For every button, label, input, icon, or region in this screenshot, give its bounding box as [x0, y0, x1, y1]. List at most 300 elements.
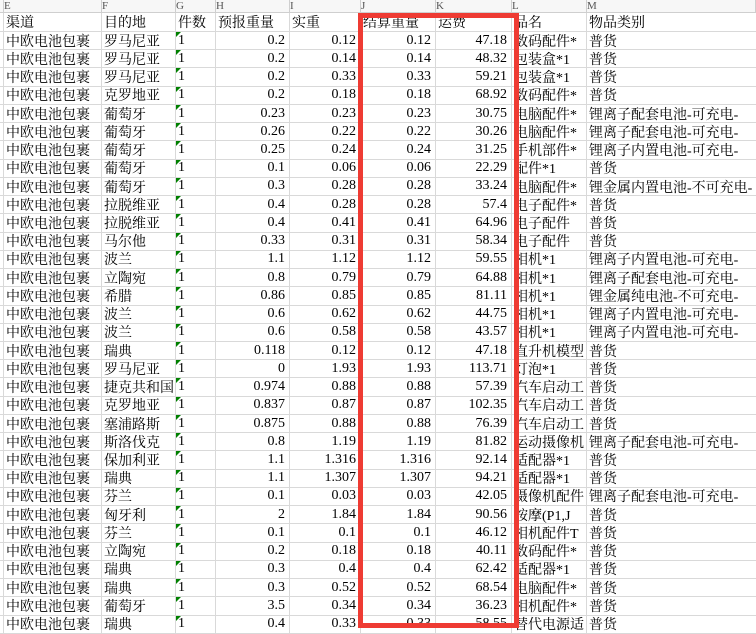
- cell-product-name[interactable]: 电脑配件*: [512, 178, 587, 195]
- cell-destination[interactable]: 罗马尼亚: [102, 32, 176, 49]
- cell-actual-weight[interactable]: 0.18: [290, 543, 361, 560]
- cell-channel[interactable]: 中欧电池包裹: [4, 378, 102, 395]
- cell-channel[interactable]: 中欧电池包裹: [4, 178, 102, 195]
- cell-pieces[interactable]: 1: [176, 68, 216, 85]
- cell-settlement-weight[interactable]: 0.34: [361, 597, 436, 614]
- cell-product-name[interactable]: 电脑配件*: [512, 105, 587, 122]
- cell-settlement-weight[interactable]: 0.88: [361, 415, 436, 432]
- cell-forecast-weight[interactable]: 0.6: [216, 324, 290, 341]
- cell-channel[interactable]: 中欧电池包裹: [4, 342, 102, 359]
- cell-pieces[interactable]: 1: [176, 488, 216, 505]
- cell-forecast-weight[interactable]: 2: [216, 506, 290, 523]
- cell-actual-weight[interactable]: 0.23: [290, 105, 361, 122]
- cell-forecast-weight[interactable]: 0.86: [216, 287, 290, 304]
- cell-freight[interactable]: 62.42: [436, 561, 512, 578]
- cell-forecast-weight[interactable]: 3.5: [216, 597, 290, 614]
- cell-freight[interactable]: 47.18: [436, 342, 512, 359]
- cell-settlement-weight[interactable]: 1.19: [361, 433, 436, 450]
- cell-channel[interactable]: 中欧电池包裹: [4, 196, 102, 213]
- cell-destination[interactable]: 罗马尼亚: [102, 68, 176, 85]
- cell-channel[interactable]: 中欧电池包裹: [4, 141, 102, 158]
- cell-product-name[interactable]: 数码配件*: [512, 87, 587, 104]
- cell-destination[interactable]: 波兰: [102, 306, 176, 323]
- cell-channel[interactable]: 中欧电池包裹: [4, 543, 102, 560]
- cell-destination[interactable]: 瑞典: [102, 470, 176, 487]
- cell-product-name[interactable]: 电子配件: [512, 233, 587, 250]
- cell-channel[interactable]: 中欧电池包裹: [4, 579, 102, 596]
- column-letter-g[interactable]: G: [176, 0, 216, 12]
- cell-channel[interactable]: 中欧电池包裹: [4, 561, 102, 578]
- cell-actual-weight[interactable]: 0.58: [290, 324, 361, 341]
- cell-channel[interactable]: 中欧电池包裹: [4, 470, 102, 487]
- cell-actual-weight[interactable]: 0.03: [290, 488, 361, 505]
- cell-channel[interactable]: 中欧电池包裹: [4, 451, 102, 468]
- cell-product-name[interactable]: 适配器*1: [512, 451, 587, 468]
- cell-pieces[interactable]: 1: [176, 50, 216, 67]
- cell-destination[interactable]: 罗马尼亚: [102, 360, 176, 377]
- cell-item-category[interactable]: 普货: [589, 526, 617, 542]
- cell-product-name[interactable]: 运动摄像机: [512, 433, 587, 450]
- cell-actual-weight[interactable]: 0.14: [290, 50, 361, 67]
- cell-item-category[interactable]: 普货: [589, 216, 617, 232]
- cell-pieces[interactable]: 1: [176, 214, 216, 231]
- cell-item-category[interactable]: 普货: [589, 417, 617, 433]
- cell-freight[interactable]: 57.4: [436, 196, 512, 213]
- cell-item-category[interactable]: 普货: [589, 599, 617, 615]
- cell-pieces[interactable]: 1: [176, 287, 216, 304]
- cell-actual-weight[interactable]: 0.12: [290, 342, 361, 359]
- cell-item-category[interactable]: 普货: [589, 381, 617, 396]
- cell-actual-weight[interactable]: 0.41: [290, 214, 361, 231]
- cell-channel[interactable]: 中欧电池包裹: [4, 488, 102, 505]
- header-channel[interactable]: 渠道: [4, 13, 102, 31]
- cell-settlement-weight[interactable]: 0.03: [361, 488, 436, 505]
- cell-product-name[interactable]: 相机*1: [512, 269, 587, 286]
- cell-item-category[interactable]: 普货: [589, 581, 617, 597]
- cell-channel[interactable]: 中欧电池包裹: [4, 306, 102, 323]
- cell-pieces[interactable]: 1: [176, 543, 216, 560]
- column-letter-f[interactable]: F: [102, 0, 176, 12]
- cell-channel[interactable]: 中欧电池包裹: [4, 597, 102, 614]
- cell-freight[interactable]: 113.71: [436, 360, 512, 377]
- cell-freight[interactable]: 81.11: [436, 287, 512, 304]
- cell-freight[interactable]: 58.55: [436, 616, 512, 633]
- cell-settlement-weight[interactable]: 0.12: [361, 32, 436, 49]
- cell-destination[interactable]: 葡萄牙: [102, 141, 176, 158]
- cell-settlement-weight[interactable]: 0.33: [361, 616, 436, 633]
- cell-forecast-weight[interactable]: 0.2: [216, 68, 290, 85]
- cell-channel[interactable]: 中欧电池包裹: [4, 214, 102, 231]
- cell-product-name[interactable]: 相机*1: [512, 287, 587, 304]
- cell-item-category[interactable]: 普货: [589, 344, 617, 360]
- header-actual-weight[interactable]: 实重: [290, 13, 361, 31]
- cell-settlement-weight[interactable]: 0.22: [361, 123, 436, 140]
- cell-destination[interactable]: 葡萄牙: [102, 160, 176, 177]
- cell-product-name[interactable]: 电子配件: [512, 214, 587, 231]
- cell-channel[interactable]: 中欧电池包裹: [4, 397, 102, 414]
- cell-pieces[interactable]: 1: [176, 123, 216, 140]
- cell-product-name[interactable]: 相机*1: [512, 251, 587, 268]
- cell-forecast-weight[interactable]: 0.4: [216, 196, 290, 213]
- cell-forecast-weight[interactable]: 0.2: [216, 543, 290, 560]
- cell-pieces[interactable]: 1: [176, 524, 216, 541]
- cell-forecast-weight[interactable]: 1.1: [216, 470, 290, 487]
- cell-channel[interactable]: 中欧电池包裹: [4, 415, 102, 432]
- column-letter-j[interactable]: J: [361, 0, 436, 12]
- cell-settlement-weight[interactable]: 0.52: [361, 579, 436, 596]
- cell-freight[interactable]: 47.18: [436, 32, 512, 49]
- cell-freight[interactable]: 90.56: [436, 506, 512, 523]
- cell-channel[interactable]: 中欧电池包裹: [4, 160, 102, 177]
- cell-actual-weight[interactable]: 1.19: [290, 433, 361, 450]
- cell-pieces[interactable]: 1: [176, 415, 216, 432]
- cell-item-category[interactable]: 普货: [589, 362, 617, 378]
- cell-destination[interactable]: 克罗地亚: [102, 87, 176, 104]
- cell-item-category[interactable]: 普货: [589, 162, 617, 177]
- cell-item-category[interactable]: 普货: [589, 508, 617, 524]
- cell-product-name[interactable]: 摄像机配件: [512, 488, 587, 505]
- cell-actual-weight[interactable]: 0.4: [290, 561, 361, 578]
- cell-forecast-weight[interactable]: 0.2: [216, 50, 290, 67]
- cell-actual-weight[interactable]: 1.84: [290, 506, 361, 523]
- column-letter-e[interactable]: E: [4, 0, 102, 12]
- cell-item-category[interactable]: 普货: [589, 545, 617, 560]
- cell-item-category[interactable]: 锂离子配套电池-可充电-: [589, 125, 739, 141]
- cell-settlement-weight[interactable]: 0.41: [361, 214, 436, 231]
- cell-product-name[interactable]: 相机配件T: [512, 524, 587, 541]
- cell-destination[interactable]: 瑞典: [102, 342, 176, 359]
- cell-freight[interactable]: 31.25: [436, 141, 512, 158]
- cell-channel[interactable]: 中欧电池包裹: [4, 360, 102, 377]
- cell-pieces[interactable]: 1: [176, 87, 216, 104]
- cell-actual-weight[interactable]: 0.28: [290, 196, 361, 213]
- cell-settlement-weight[interactable]: 0.4: [361, 561, 436, 578]
- cell-actual-weight[interactable]: 0.31: [290, 233, 361, 250]
- cell-freight[interactable]: 76.39: [436, 415, 512, 432]
- cell-forecast-weight[interactable]: 0.8: [216, 433, 290, 450]
- cell-item-category[interactable]: 普货: [589, 563, 617, 579]
- cell-product-name[interactable]: 适配器*1: [512, 561, 587, 578]
- cell-product-name[interactable]: 包装盒*1: [512, 50, 587, 67]
- cell-forecast-weight[interactable]: 1.1: [216, 251, 290, 268]
- cell-channel[interactable]: 中欧电池包裹: [4, 524, 102, 541]
- cell-pieces[interactable]: 1: [176, 324, 216, 341]
- cell-forecast-weight[interactable]: 0.33: [216, 233, 290, 250]
- cell-freight[interactable]: 64.96: [436, 214, 512, 231]
- cell-freight[interactable]: 102.35: [436, 397, 512, 414]
- cell-item-category[interactable]: 普货: [589, 472, 617, 487]
- cell-settlement-weight[interactable]: 0.23: [361, 105, 436, 122]
- cell-destination[interactable]: 捷克共和国: [102, 378, 176, 395]
- cell-forecast-weight[interactable]: 0.3: [216, 561, 290, 578]
- cell-forecast-weight[interactable]: 0.3: [216, 579, 290, 596]
- cell-product-name[interactable]: 电子配件*: [512, 196, 587, 213]
- cell-freight[interactable]: 40.11: [436, 543, 512, 560]
- cell-destination[interactable]: 波兰: [102, 324, 176, 341]
- cell-channel[interactable]: 中欧电池包裹: [4, 123, 102, 140]
- cell-pieces[interactable]: 1: [176, 433, 216, 450]
- cell-destination[interactable]: 斯洛伐克: [102, 433, 176, 450]
- cell-freight[interactable]: 59.21: [436, 68, 512, 85]
- cell-item-category[interactable]: 锂离子配套电池-可充电-: [589, 107, 739, 123]
- cell-settlement-weight[interactable]: 1.93: [361, 360, 436, 377]
- cell-actual-weight[interactable]: 0.87: [290, 397, 361, 414]
- cell-forecast-weight[interactable]: 1.1: [216, 451, 290, 468]
- cell-freight[interactable]: 44.75: [436, 306, 512, 323]
- cell-item-category[interactable]: 锂离子内置电池-可充电-: [589, 144, 739, 159]
- cell-forecast-weight[interactable]: 0.1: [216, 524, 290, 541]
- cell-destination[interactable]: 葡萄牙: [102, 105, 176, 122]
- cell-actual-weight[interactable]: 0.24: [290, 141, 361, 158]
- cell-freight[interactable]: 57.39: [436, 378, 512, 395]
- cell-forecast-weight[interactable]: 0.4: [216, 616, 290, 633]
- cell-actual-weight[interactable]: 0.88: [290, 415, 361, 432]
- cell-product-name[interactable]: 相机*1: [512, 306, 587, 323]
- cell-pieces[interactable]: 1: [176, 251, 216, 268]
- cell-channel[interactable]: 中欧电池包裹: [4, 32, 102, 49]
- cell-forecast-weight[interactable]: 0.1: [216, 160, 290, 177]
- cell-settlement-weight[interactable]: 1.12: [361, 251, 436, 268]
- cell-item-category[interactable]: 普货: [589, 89, 617, 104]
- cell-freight[interactable]: 30.26: [436, 123, 512, 140]
- cell-actual-weight[interactable]: 0.28: [290, 178, 361, 195]
- cell-destination[interactable]: 拉脱维亚: [102, 214, 176, 231]
- cell-freight[interactable]: 68.54: [436, 579, 512, 596]
- cell-actual-weight[interactable]: 0.79: [290, 269, 361, 286]
- cell-freight[interactable]: 30.75: [436, 105, 512, 122]
- cell-forecast-weight[interactable]: 0.974: [216, 378, 290, 395]
- cell-forecast-weight[interactable]: 0.26: [216, 123, 290, 140]
- cell-actual-weight[interactable]: 1.316: [290, 451, 361, 468]
- header-product-name[interactable]: 品名: [512, 13, 587, 31]
- cell-pieces[interactable]: 1: [176, 561, 216, 578]
- cell-settlement-weight[interactable]: 0.24: [361, 141, 436, 158]
- cell-settlement-weight[interactable]: 0.62: [361, 306, 436, 323]
- cell-item-category[interactable]: 普货: [589, 52, 617, 68]
- cell-product-name[interactable]: 按摩(P1,J: [512, 506, 587, 523]
- cell-product-name[interactable]: 数码配件*: [512, 543, 587, 560]
- cell-forecast-weight[interactable]: 0.25: [216, 141, 290, 158]
- cell-pieces[interactable]: 1: [176, 141, 216, 158]
- cell-actual-weight[interactable]: 0.88: [290, 378, 361, 395]
- cell-pieces[interactable]: 1: [176, 470, 216, 487]
- cell-item-category[interactable]: 普货: [589, 235, 617, 250]
- cell-item-category[interactable]: 锂离子内置电池-可充电-: [589, 326, 739, 341]
- cell-destination[interactable]: 克罗地亚: [102, 397, 176, 414]
- cell-settlement-weight[interactable]: 0.31: [361, 233, 436, 250]
- cell-channel[interactable]: 中欧电池包裹: [4, 287, 102, 304]
- cell-destination[interactable]: 塞浦路斯: [102, 415, 176, 432]
- cell-pieces[interactable]: 1: [176, 233, 216, 250]
- cell-settlement-weight[interactable]: 0.33: [361, 68, 436, 85]
- cell-destination[interactable]: 保加利亚: [102, 451, 176, 468]
- cell-channel[interactable]: 中欧电池包裹: [4, 87, 102, 104]
- cell-freight[interactable]: 46.12: [436, 524, 512, 541]
- cell-actual-weight[interactable]: 1.307: [290, 470, 361, 487]
- cell-freight[interactable]: 94.21: [436, 470, 512, 487]
- cell-channel[interactable]: 中欧电池包裹: [4, 68, 102, 85]
- cell-settlement-weight[interactable]: 1.307: [361, 470, 436, 487]
- cell-forecast-weight[interactable]: 0: [216, 360, 290, 377]
- cell-item-category[interactable]: 锂离子配套电池-可充电-: [589, 490, 739, 506]
- column-letter-l[interactable]: L: [512, 0, 587, 12]
- cell-pieces[interactable]: 1: [176, 342, 216, 359]
- cell-channel[interactable]: 中欧电池包裹: [4, 616, 102, 633]
- cell-channel[interactable]: 中欧电池包裹: [4, 433, 102, 450]
- cell-settlement-weight[interactable]: 0.14: [361, 50, 436, 67]
- cell-settlement-weight[interactable]: 0.18: [361, 543, 436, 560]
- cell-forecast-weight[interactable]: 0.1: [216, 488, 290, 505]
- cell-product-name[interactable]: 汽车启动工: [512, 397, 587, 414]
- cell-destination[interactable]: 波兰: [102, 251, 176, 268]
- cell-destination[interactable]: 拉脱维亚: [102, 196, 176, 213]
- cell-actual-weight[interactable]: 0.85: [290, 287, 361, 304]
- header-destination[interactable]: 目的地: [102, 13, 176, 31]
- cell-product-name[interactable]: 电脑配件*: [512, 123, 587, 140]
- column-letter-k[interactable]: K: [436, 0, 512, 12]
- cell-freight[interactable]: 36.23: [436, 597, 512, 614]
- cell-pieces[interactable]: 1: [176, 32, 216, 49]
- cell-product-name[interactable]: 汽车启动工: [512, 415, 587, 432]
- cell-pieces[interactable]: 1: [176, 397, 216, 414]
- cell-item-category[interactable]: 锂金属纯电池-不可充电-: [589, 289, 739, 305]
- cell-pieces[interactable]: 1: [176, 579, 216, 596]
- cell-item-category[interactable]: 锂离子内置电池-可充电-: [589, 308, 739, 323]
- cell-item-category[interactable]: 锂离子配套电池-可充电-: [589, 271, 739, 287]
- cell-pieces[interactable]: 1: [176, 160, 216, 177]
- cell-actual-weight[interactable]: 0.33: [290, 616, 361, 633]
- cell-actual-weight[interactable]: 0.06: [290, 160, 361, 177]
- cell-item-category[interactable]: 锂金属内置电池-不可充电-: [589, 180, 753, 196]
- cell-destination[interactable]: 芬兰: [102, 488, 176, 505]
- cell-forecast-weight[interactable]: 0.8: [216, 269, 290, 286]
- cell-settlement-weight[interactable]: 0.12: [361, 342, 436, 359]
- cell-pieces[interactable]: 1: [176, 597, 216, 614]
- cell-settlement-weight[interactable]: 0.85: [361, 287, 436, 304]
- cell-channel[interactable]: 中欧电池包裹: [4, 251, 102, 268]
- cell-destination[interactable]: 罗马尼亚: [102, 50, 176, 67]
- cell-product-name[interactable]: 直升机模型: [512, 342, 587, 359]
- cell-product-name[interactable]: 替代电源适: [512, 616, 587, 633]
- cell-item-category[interactable]: 普货: [589, 399, 617, 414]
- column-letter-i[interactable]: I: [290, 0, 361, 12]
- cell-product-name[interactable]: 电脑配件*: [512, 579, 587, 596]
- cell-forecast-weight[interactable]: 0.837: [216, 397, 290, 414]
- cell-freight[interactable]: 42.05: [436, 488, 512, 505]
- cell-pieces[interactable]: 1: [176, 506, 216, 523]
- cell-freight[interactable]: 81.82: [436, 433, 512, 450]
- header-pieces[interactable]: 件数: [176, 13, 216, 31]
- header-item-category[interactable]: 物品类别: [589, 16, 645, 31]
- cell-pieces[interactable]: 1: [176, 616, 216, 633]
- cell-freight[interactable]: 68.92: [436, 87, 512, 104]
- cell-pieces[interactable]: 1: [176, 196, 216, 213]
- cell-destination[interactable]: 芬兰: [102, 524, 176, 541]
- cell-product-name[interactable]: 配件*1: [512, 160, 587, 177]
- column-letter-m[interactable]: M: [587, 0, 756, 12]
- cell-freight[interactable]: 58.34: [436, 233, 512, 250]
- cell-settlement-weight[interactable]: 0.87: [361, 397, 436, 414]
- cell-actual-weight[interactable]: 0.52: [290, 579, 361, 596]
- cell-freight[interactable]: 64.88: [436, 269, 512, 286]
- cell-channel[interactable]: 中欧电池包裹: [4, 324, 102, 341]
- header-freight[interactable]: 运费: [436, 13, 512, 31]
- cell-forecast-weight[interactable]: 0.4: [216, 214, 290, 231]
- cell-product-name[interactable]: 适配器*1: [512, 470, 587, 487]
- header-forecast-weight[interactable]: 预报重量: [216, 13, 290, 31]
- cell-forecast-weight[interactable]: 0.23: [216, 105, 290, 122]
- cell-settlement-weight[interactable]: 0.28: [361, 178, 436, 195]
- cell-actual-weight[interactable]: 0.1: [290, 524, 361, 541]
- cell-actual-weight[interactable]: 1.12: [290, 251, 361, 268]
- cell-forecast-weight[interactable]: 0.2: [216, 32, 290, 49]
- cell-actual-weight[interactable]: 0.22: [290, 123, 361, 140]
- cell-settlement-weight[interactable]: 0.1: [361, 524, 436, 541]
- cell-forecast-weight[interactable]: 0.875: [216, 415, 290, 432]
- cell-pieces[interactable]: 1: [176, 360, 216, 377]
- header-settlement-weight[interactable]: 结算重量: [361, 13, 436, 31]
- cell-product-name[interactable]: 灯泡*1: [512, 360, 587, 377]
- cell-item-category[interactable]: 锂离子配套电池-可充电-: [589, 435, 739, 451]
- cell-destination[interactable]: 匈牙利: [102, 506, 176, 523]
- cell-pieces[interactable]: 1: [176, 451, 216, 468]
- cell-actual-weight[interactable]: 0.33: [290, 68, 361, 85]
- cell-actual-weight[interactable]: 0.34: [290, 597, 361, 614]
- cell-destination[interactable]: 立陶宛: [102, 269, 176, 286]
- cell-destination[interactable]: 葡萄牙: [102, 178, 176, 195]
- cell-item-category[interactable]: 普货: [589, 198, 617, 214]
- cell-item-category[interactable]: 普货: [589, 71, 617, 86]
- cell-freight[interactable]: 48.32: [436, 50, 512, 67]
- cell-pieces[interactable]: 1: [176, 306, 216, 323]
- cell-item-category[interactable]: 普货: [589, 34, 617, 50]
- cell-product-name[interactable]: 数码配件*: [512, 32, 587, 49]
- cell-destination[interactable]: 瑞典: [102, 579, 176, 596]
- cell-freight[interactable]: 92.14: [436, 451, 512, 468]
- cell-settlement-weight[interactable]: 0.06: [361, 160, 436, 177]
- cell-product-name[interactable]: 相机*1: [512, 324, 587, 341]
- cell-settlement-weight[interactable]: 0.28: [361, 196, 436, 213]
- cell-channel[interactable]: 中欧电池包裹: [4, 105, 102, 122]
- cell-channel[interactable]: 中欧电池包裹: [4, 506, 102, 523]
- cell-destination[interactable]: 立陶宛: [102, 543, 176, 560]
- cell-destination[interactable]: 瑞典: [102, 561, 176, 578]
- cell-product-name[interactable]: 相机配件*: [512, 597, 587, 614]
- cell-forecast-weight[interactable]: 0.118: [216, 342, 290, 359]
- cell-forecast-weight[interactable]: 0.6: [216, 306, 290, 323]
- cell-pieces[interactable]: 1: [176, 178, 216, 195]
- cell-destination[interactable]: 葡萄牙: [102, 597, 176, 614]
- cell-actual-weight[interactable]: 0.12: [290, 32, 361, 49]
- cell-settlement-weight[interactable]: 0.79: [361, 269, 436, 286]
- cell-product-name[interactable]: 手机部件*: [512, 141, 587, 158]
- cell-channel[interactable]: 中欧电池包裹: [4, 269, 102, 286]
- cell-destination[interactable]: 葡萄牙: [102, 123, 176, 140]
- cell-pieces[interactable]: 1: [176, 105, 216, 122]
- cell-item-category[interactable]: 锂离子内置电池-可充电-: [589, 253, 739, 269]
- cell-destination[interactable]: 马尔他: [102, 233, 176, 250]
- cell-destination[interactable]: 希腊: [102, 287, 176, 304]
- cell-channel[interactable]: 中欧电池包裹: [4, 50, 102, 67]
- cell-channel[interactable]: 中欧电池包裹: [4, 233, 102, 250]
- cell-product-name[interactable]: 汽车启动工: [512, 378, 587, 395]
- cell-item-category[interactable]: 普货: [589, 618, 617, 633]
- cell-pieces[interactable]: 1: [176, 378, 216, 395]
- cell-forecast-weight[interactable]: 0.3: [216, 178, 290, 195]
- cell-actual-weight[interactable]: 0.62: [290, 306, 361, 323]
- cell-settlement-weight[interactable]: 0.18: [361, 87, 436, 104]
- cell-settlement-weight[interactable]: 1.84: [361, 506, 436, 523]
